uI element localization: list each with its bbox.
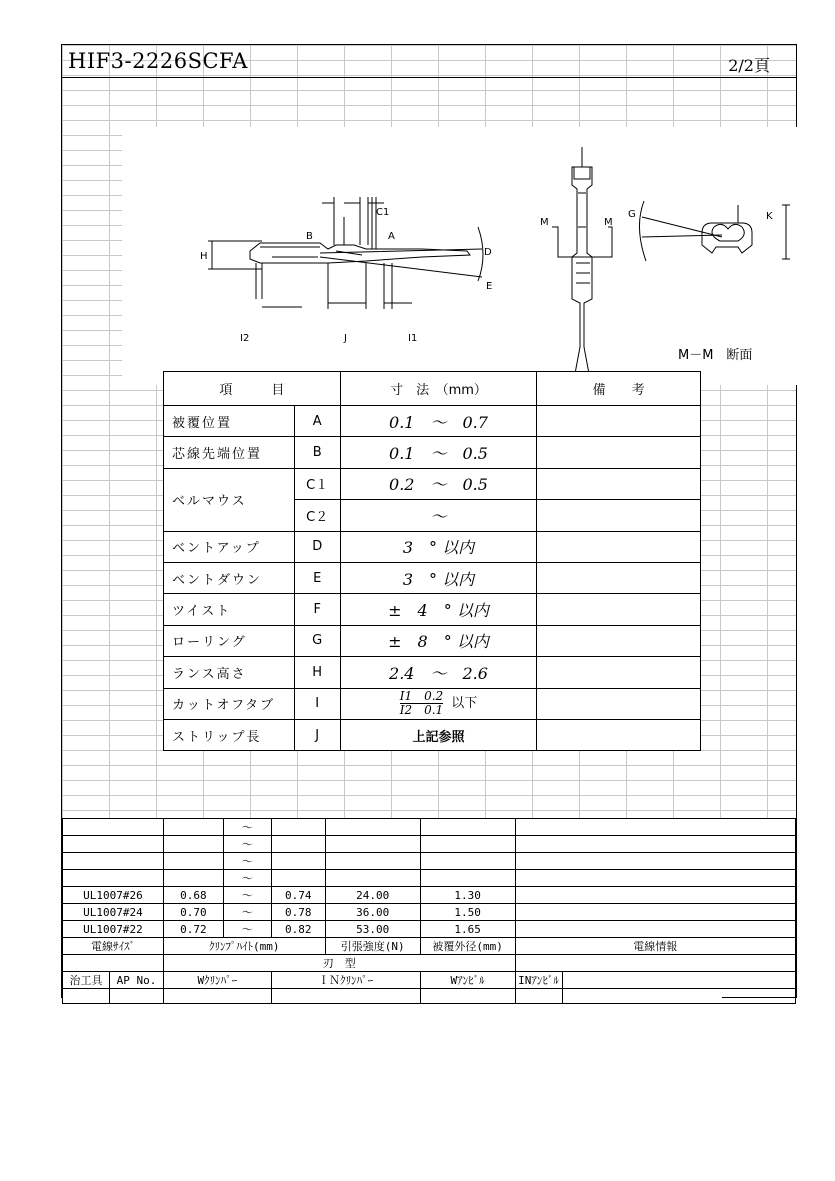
header-item: 項 目 (164, 372, 341, 406)
spec-symbol: J (294, 719, 340, 750)
wire-size: UL1007#22 (63, 921, 164, 938)
spec-value: 上記参照 (340, 719, 537, 750)
svg-text:J: J (344, 333, 347, 344)
crimp-max: 0.78 (271, 904, 325, 921)
wire-table (62, 818, 796, 1004)
wire-info (515, 921, 795, 938)
tooling-header-row (63, 972, 796, 989)
spec-value: 〜 (340, 500, 537, 531)
spec-symbol: C２ (294, 500, 340, 531)
svg-text:E: E (486, 281, 493, 292)
crimp-max: 0.82 (271, 921, 325, 938)
spec-value: ± 8 ° 以内 (340, 625, 537, 656)
crimp-max: 0.74 (271, 887, 325, 904)
spec-row (164, 468, 701, 499)
header-dimension: 寸 法 （mm） (340, 372, 537, 406)
crimp-min: 0.68 (163, 887, 223, 904)
svg-text:D: D (484, 247, 492, 258)
svg-text:A: A (388, 231, 395, 242)
tilde: 〜 (223, 870, 271, 887)
insulation: 1.50 (420, 904, 515, 921)
svg-text:C1: C1 (376, 207, 390, 218)
wire-info (515, 904, 795, 921)
spec-remark (537, 562, 701, 593)
spec-row (164, 657, 701, 688)
svg-text:I1: I1 (408, 333, 418, 344)
cutoff-tab-value (340, 688, 537, 719)
section-label: M－M 断面 (678, 348, 753, 363)
svg-text:M: M (540, 217, 549, 228)
spec-name: 芯線先端位置 (164, 437, 295, 468)
tensile: 36.00 (325, 904, 420, 921)
svg-text:M: M (604, 217, 613, 228)
header-in-anvil: INｱﾝﾋﾞﾙ (515, 972, 562, 989)
spec-remark (537, 688, 701, 719)
header-ap-no: AP No. (109, 972, 163, 989)
part-number-title: HIF3-2226SCFA (68, 49, 248, 73)
crimp-min: 0.70 (163, 904, 223, 921)
header-in-crimper: ＩＮｸﾘﾝﾊﾟｰ (271, 972, 420, 989)
spec-row (164, 625, 701, 656)
spec-symbol: A (294, 406, 340, 437)
cutoff-i2-value: I2 0.1 (399, 703, 444, 718)
wire-header-row (63, 938, 796, 955)
spec-row (164, 688, 701, 719)
spec-value: 0.2 〜 0.5 (340, 468, 537, 499)
spec-table (163, 371, 701, 751)
header-w-anvil: Wｱﾝﾋﾞﾙ (420, 972, 515, 989)
wire-row (63, 904, 796, 921)
section-view (639, 201, 790, 261)
header-wire-info: 電線情報 (515, 938, 795, 955)
spec-remark (537, 657, 701, 688)
spec-symbol: C１ (294, 468, 340, 499)
spec-row (164, 719, 701, 750)
spec-remark (537, 594, 701, 625)
spec-remark (537, 406, 701, 437)
tooling-row (63, 989, 796, 1004)
spec-symbol: G (294, 625, 340, 656)
svg-text:K: K (766, 211, 773, 222)
spec-name: ベントダウン (164, 562, 295, 593)
tilde: 〜 (223, 853, 271, 870)
terminal-drawing (122, 127, 798, 385)
spec-remark (537, 437, 701, 468)
spec-row (164, 406, 701, 437)
spec-row (164, 562, 701, 593)
spec-remark (537, 719, 701, 750)
svg-text:H: H (200, 251, 208, 262)
wire-row (63, 921, 796, 938)
spec-name: 被覆位置 (164, 406, 295, 437)
svg-text:G: G (628, 209, 636, 220)
header-insulation: 被覆外径(mm) (420, 938, 515, 955)
insulation: 1.65 (420, 921, 515, 938)
spec-row (164, 531, 701, 562)
spec-sheet (61, 44, 797, 998)
wire-size: UL1007#24 (63, 904, 164, 921)
svg-text:B: B (306, 231, 313, 242)
wire-size: UL1007#26 (63, 887, 164, 904)
spec-remark (537, 625, 701, 656)
header-crimp-height: ｸﾘﾝﾌﾟﾊｲﾄ(mm) (163, 938, 325, 955)
spec-row (164, 437, 701, 468)
tensile: 24.00 (325, 887, 420, 904)
tilde: 〜 (223, 887, 271, 904)
spec-symbol: F (294, 594, 340, 625)
spec-value: 3 ° 以内 (340, 531, 537, 562)
blank-row (63, 853, 796, 870)
spec-name: ストリップ長 (164, 719, 295, 750)
spec-value: 2.4 〜 2.6 (340, 657, 537, 688)
tensile: 53.00 (325, 921, 420, 938)
spec-symbol: E (294, 562, 340, 593)
spec-name: ローリング (164, 625, 295, 656)
header-remarks: 備 考 (537, 372, 701, 406)
spec-value: ± 4 ° 以内 (340, 594, 537, 625)
spec-remark (537, 531, 701, 562)
spec-name: ベントアップ (164, 531, 295, 562)
spec-header-row (164, 372, 701, 406)
footer-line (722, 997, 797, 998)
side-view (208, 197, 483, 309)
spec-symbol: D (294, 531, 340, 562)
tilde: 〜 (223, 836, 271, 853)
die-label-row (63, 955, 796, 972)
cutoff-suffix: 以下 (451, 696, 478, 712)
header-jig: 治工具 (63, 972, 110, 989)
die-label: 刃 型 (163, 955, 515, 972)
spec-name: カットオフタブ (164, 688, 295, 719)
insulation: 1.30 (420, 887, 515, 904)
title-bar (62, 45, 796, 78)
cutoff-i1-value: I1 0.2 (399, 689, 444, 704)
tilde: 〜 (223, 904, 271, 921)
blank-row (63, 819, 796, 836)
spec-name: ランス高さ (164, 657, 295, 688)
blank-row (63, 870, 796, 887)
spec-symbol: H (294, 657, 340, 688)
spec-symbol: B (294, 437, 340, 468)
spec-remark (537, 468, 701, 499)
spec-remark (537, 500, 701, 531)
spec-name: ツイスト (164, 594, 295, 625)
tilde: 〜 (223, 819, 271, 836)
crimp-min: 0.72 (163, 921, 223, 938)
header-tensile: 引張強度(N) (325, 938, 420, 955)
front-view (542, 147, 622, 385)
page-number: 2/2頁 (728, 56, 770, 75)
spec-name: ベルマウス (164, 468, 295, 531)
header-w-crimper: Wｸﾘﾝﾊﾟｰ (163, 972, 271, 989)
spec-value: 0.1 〜 0.7 (340, 406, 537, 437)
wire-row (63, 887, 796, 904)
wire-info (515, 887, 795, 904)
svg-text:I2: I2 (240, 333, 250, 344)
spec-symbol: I (294, 688, 340, 719)
header-wire-size: 電線ｻｲｽﾞ (63, 938, 164, 955)
spec-value: 3 ° 以内 (340, 562, 537, 593)
tilde: 〜 (223, 921, 271, 938)
spec-row (164, 594, 701, 625)
spec-value: 0.1 〜 0.5 (340, 437, 537, 468)
blank-row (63, 836, 796, 853)
